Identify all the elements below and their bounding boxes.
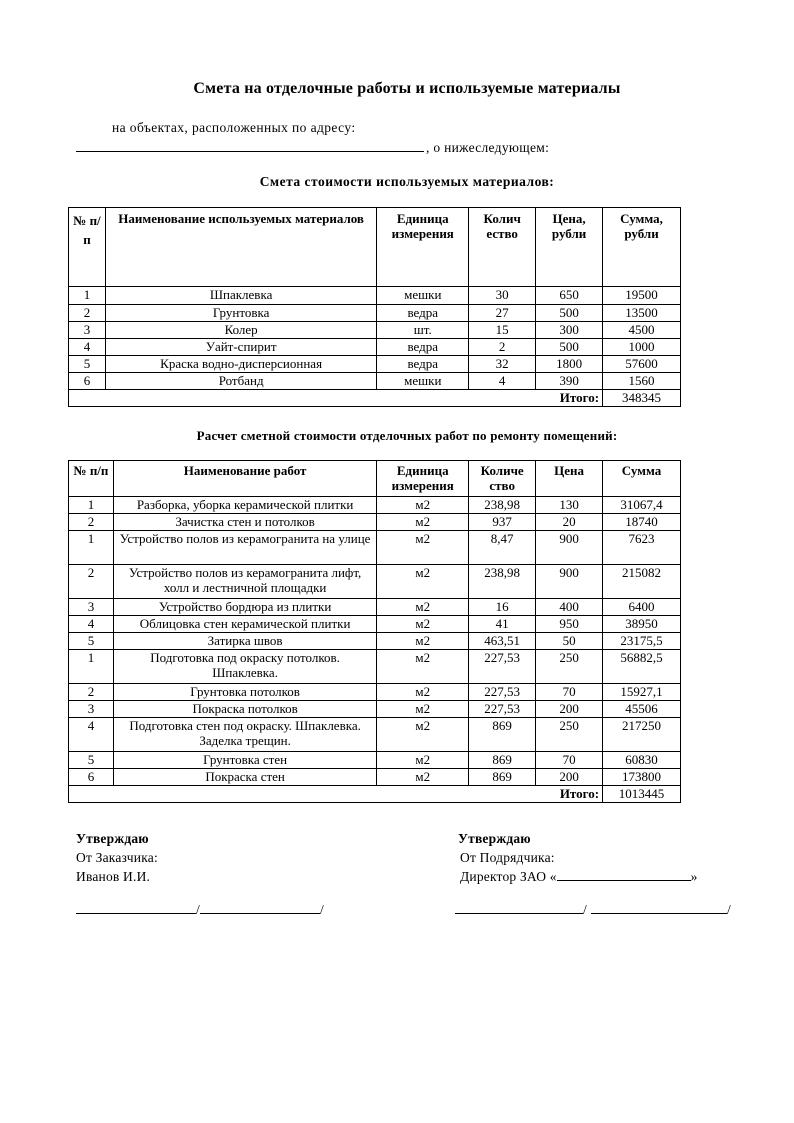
contractor-slash-2: / — [726, 902, 731, 917]
works-row — [69, 684, 681, 701]
works-cell-qty: 937 — [469, 514, 536, 531]
works-cell-name: Затирка швов — [113, 633, 376, 650]
customer-name-blank — [200, 901, 320, 914]
works-cell-name: Подготовка под окраску потолков. Шпаклевка. — [113, 650, 376, 684]
works-row — [69, 650, 681, 684]
materials-section-title: Смета стоимости используемых материалов: — [259, 174, 555, 189]
materials-cell-qty: 27 — [469, 305, 536, 322]
works-cell-price: 200 — [536, 769, 603, 786]
works-body — [69, 497, 681, 786]
works-total-row — [69, 786, 681, 803]
materials-cell-price: 390 — [536, 373, 603, 390]
contractor-position-text: Директор ЗАО « — [460, 869, 557, 884]
works-cell-unit: м2 — [377, 650, 469, 684]
works-cell-unit: м2 — [377, 752, 469, 769]
contractor-approve: Утверждаю — [458, 831, 531, 846]
works-cell-name: Устройство бордюра из плитки — [113, 599, 376, 616]
materials-row — [69, 373, 681, 390]
materials-cell-unit: мешки — [377, 373, 469, 390]
works-cell-sum: 18740 — [603, 514, 681, 531]
contractor-name-blank — [591, 901, 727, 914]
works-cell-unit: м2 — [377, 531, 469, 565]
contractor-signature-blank — [455, 901, 583, 914]
materials-cell-unit: шт. — [377, 322, 469, 339]
header-name: Наименование используемых материалов — [105, 208, 376, 287]
materials-cell-unit: ведра — [377, 356, 469, 373]
address-suffix: , о нижеследующем: — [426, 140, 550, 155]
works-cell-name: Зачистка стен и потолков — [113, 514, 376, 531]
works-cell-name: Устройство полов из керамогранита лифт, холл и лестничной площадки — [113, 565, 376, 599]
works-total-spacer — [69, 786, 536, 803]
works-cell-num: 3 — [69, 599, 114, 616]
address-blank-line — [76, 139, 424, 152]
works-cell-num: 5 — [69, 633, 114, 650]
materials-cell-num: 1 — [69, 287, 106, 305]
customer-signature-blank — [76, 901, 196, 914]
works-cell-price: 950 — [536, 616, 603, 633]
works-cell-name: Грунтовка стен — [113, 752, 376, 769]
materials-cell-sum: 4500 — [603, 322, 681, 339]
works-cell-sum: 23175,5 — [603, 633, 681, 650]
materials-total-label: Итого: — [536, 390, 603, 407]
works-cell-sum: 15927,1 — [603, 684, 681, 701]
works-cell-qty: 16 — [469, 599, 536, 616]
works-cell-price: 70 — [536, 684, 603, 701]
header-num: № п/п — [69, 461, 114, 497]
contractor-signature-block — [455, 829, 731, 919]
works-cell-num: 1 — [69, 497, 114, 514]
works-cell-num: 4 — [69, 616, 114, 633]
contractor-close-quote: » — [690, 869, 698, 884]
works-cell-price: 50 — [536, 633, 603, 650]
works-cell-price: 20 — [536, 514, 603, 531]
materials-cell-name: Краска водно-дисперсионная — [105, 356, 376, 373]
works-cell-qty: 41 — [469, 616, 536, 633]
address-line-1: на объектах, расположенных по адресу: — [112, 120, 356, 135]
materials-cell-num: 2 — [69, 305, 106, 322]
works-cell-num: 2 — [69, 684, 114, 701]
works-row — [69, 701, 681, 718]
works-section-title: Расчет сметной стоимости отделочных работ по ремонту помещений: — [196, 428, 618, 443]
works-cell-price: 130 — [536, 497, 603, 514]
works-cell-qty: 238,98 — [469, 565, 536, 599]
works-total-label: Итого: — [536, 786, 603, 803]
works-cell-qty: 463,51 — [469, 633, 536, 650]
works-cell-price: 400 — [536, 599, 603, 616]
works-cell-name: Разборка, уборка керамической плитки — [113, 497, 376, 514]
header-unit: Единица измерения — [377, 461, 469, 497]
works-cell-sum: 60830 — [603, 752, 681, 769]
materials-header-row — [69, 208, 681, 287]
materials-cell-qty: 15 — [469, 322, 536, 339]
materials-cell-name: Шпаклевка — [105, 287, 376, 305]
header-unit: Единица измерения — [377, 208, 469, 287]
works-cell-num: 5 — [69, 752, 114, 769]
works-row — [69, 616, 681, 633]
works-cell-sum: 173800 — [603, 769, 681, 786]
customer-approve: Утверждаю — [76, 831, 149, 846]
contractor-slash-1: / — [583, 902, 587, 917]
works-cell-unit: м2 — [377, 701, 469, 718]
header-sum: Сумма — [603, 461, 681, 497]
materials-row — [69, 356, 681, 373]
header-sum: Сумма, рубли — [603, 208, 681, 287]
contractor-sign-line — [455, 900, 731, 919]
materials-cell-price: 300 — [536, 322, 603, 339]
header-qty: Колич ество — [469, 208, 536, 287]
customer-slash-1: / — [196, 902, 200, 917]
works-row — [69, 633, 681, 650]
materials-cell-qty: 30 — [469, 287, 536, 305]
works-cell-num: 1 — [69, 650, 114, 684]
works-row — [69, 497, 681, 514]
header-price: Цена, рубли — [536, 208, 603, 287]
works-cell-sum: 217250 — [603, 718, 681, 752]
materials-cell-qty: 32 — [469, 356, 536, 373]
customer-name: Иванов И.И. — [76, 869, 151, 884]
header-num: № п/ п — [69, 208, 106, 287]
works-cell-unit: м2 — [377, 684, 469, 701]
document-title: Смета на отделочные работы и используемые материалы — [193, 80, 621, 97]
materials-cell-sum: 1560 — [603, 373, 681, 390]
works-cell-unit: м2 — [377, 633, 469, 650]
works-cell-unit: м2 — [377, 718, 469, 752]
works-cell-unit: м2 — [377, 514, 469, 531]
works-cell-price: 900 — [536, 531, 603, 565]
materials-cell-unit: ведра — [377, 305, 469, 322]
works-cell-num: 1 — [69, 531, 114, 565]
works-cell-sum: 6400 — [603, 599, 681, 616]
works-cell-num: 3 — [69, 701, 114, 718]
works-header-row — [69, 461, 681, 497]
materials-cell-price: 650 — [536, 287, 603, 305]
works-cell-name: Грунтовка потолков — [113, 684, 376, 701]
works-cell-sum: 31067,4 — [603, 497, 681, 514]
header-qty: Количе ство — [469, 461, 536, 497]
customer-sign-line — [76, 900, 324, 919]
materials-cell-sum: 1000 — [603, 339, 681, 356]
materials-cell-price: 500 — [536, 305, 603, 322]
materials-total-value: 348345 — [603, 390, 681, 407]
materials-cell-num: 6 — [69, 373, 106, 390]
materials-cell-num: 4 — [69, 339, 106, 356]
materials-cell-name: Ротбанд — [105, 373, 376, 390]
works-cell-qty: 869 — [469, 769, 536, 786]
works-row — [69, 769, 681, 786]
customer-slash-2: / — [319, 902, 324, 917]
works-cell-sum: 215082 — [603, 565, 681, 599]
works-cell-qty: 227,53 — [469, 701, 536, 718]
works-cell-name: Покраска стен — [113, 769, 376, 786]
address-line-2 — [76, 139, 549, 156]
works-cell-qty: 869 — [469, 752, 536, 769]
works-cell-price: 250 — [536, 650, 603, 684]
materials-cell-unit: ведра — [377, 339, 469, 356]
works-cell-num: 4 — [69, 718, 114, 752]
works-cell-unit: м2 — [377, 565, 469, 599]
header-name: Наименование работ — [113, 461, 376, 497]
works-cell-num: 2 — [69, 565, 114, 599]
materials-cell-num: 3 — [69, 322, 106, 339]
works-cell-price: 70 — [536, 752, 603, 769]
works-cell-unit: м2 — [377, 599, 469, 616]
materials-cell-price: 1800 — [536, 356, 603, 373]
works-cell-unit: м2 — [377, 497, 469, 514]
works-cell-name: Покраска потолков — [113, 701, 376, 718]
header-price: Цена — [536, 461, 603, 497]
contractor-company-blank — [557, 868, 691, 881]
materials-cell-sum: 57600 — [603, 356, 681, 373]
works-row — [69, 752, 681, 769]
materials-row — [69, 339, 681, 356]
materials-table — [68, 207, 681, 407]
works-cell-sum: 38950 — [603, 616, 681, 633]
contractor-position — [455, 867, 731, 886]
works-cell-sum: 45506 — [603, 701, 681, 718]
works-row — [69, 565, 681, 599]
works-cell-qty: 238,98 — [469, 497, 536, 514]
works-cell-qty: 227,53 — [469, 684, 536, 701]
materials-cell-qty: 4 — [469, 373, 536, 390]
works-cell-price: 250 — [536, 718, 603, 752]
works-cell-name: Подготовка стен под окраску. Шпаклевка. Заделка трещин. — [113, 718, 376, 752]
works-row — [69, 599, 681, 616]
works-row — [69, 531, 681, 565]
materials-total-row — [69, 390, 681, 407]
materials-cell-sum: 19500 — [603, 287, 681, 305]
materials-total-spacer — [69, 390, 536, 407]
works-table — [68, 460, 681, 803]
materials-cell-unit: мешки — [377, 287, 469, 305]
works-cell-unit: м2 — [377, 616, 469, 633]
works-row — [69, 718, 681, 752]
customer-from: От Заказчика: — [76, 850, 158, 865]
materials-cell-name: Уайт-спирит — [105, 339, 376, 356]
materials-cell-sum: 13500 — [603, 305, 681, 322]
materials-cell-name: Колер — [105, 322, 376, 339]
works-cell-price: 900 — [536, 565, 603, 599]
works-cell-sum: 7623 — [603, 531, 681, 565]
materials-cell-num: 5 — [69, 356, 106, 373]
works-cell-qty: 8,47 — [469, 531, 536, 565]
works-cell-name: Облицовка стен керамической плитки — [113, 616, 376, 633]
works-cell-price: 200 — [536, 701, 603, 718]
works-total-value: 1013445 — [603, 786, 681, 803]
works-cell-qty: 227,53 — [469, 650, 536, 684]
materials-row — [69, 322, 681, 339]
materials-row — [69, 305, 681, 322]
works-cell-name: Устройство полов из керамогранита на улице — [113, 531, 376, 565]
works-cell-qty: 869 — [469, 718, 536, 752]
contractor-from: От Подрядчика: — [460, 850, 555, 865]
materials-row — [69, 287, 681, 305]
works-cell-num: 2 — [69, 514, 114, 531]
materials-cell-price: 500 — [536, 339, 603, 356]
works-row — [69, 514, 681, 531]
materials-body — [69, 287, 681, 390]
works-cell-unit: м2 — [377, 769, 469, 786]
materials-cell-qty: 2 — [469, 339, 536, 356]
works-cell-sum: 56882,5 — [603, 650, 681, 684]
materials-cell-name: Грунтовка — [105, 305, 376, 322]
customer-signature-block — [76, 829, 324, 919]
works-cell-num: 6 — [69, 769, 114, 786]
